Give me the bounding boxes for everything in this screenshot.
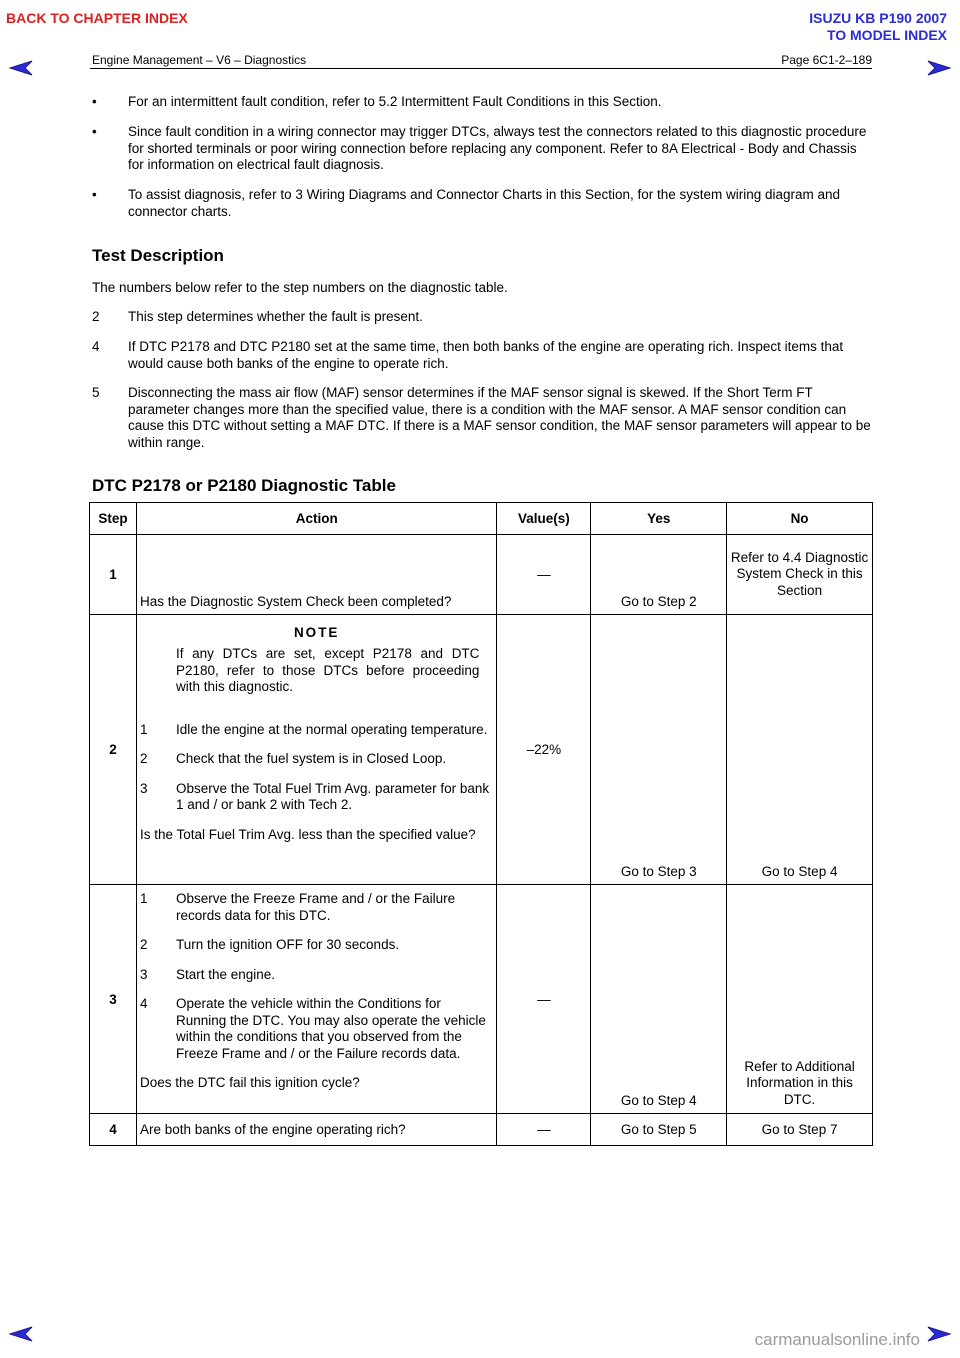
yes-cell: Go to Step 3 xyxy=(591,615,727,885)
bullet-dot: • xyxy=(92,94,97,109)
bullet-item xyxy=(92,187,872,220)
action-question: Does the DTC fail this ignition cycle? xyxy=(139,1075,360,1090)
list-num: 1 xyxy=(139,721,148,737)
col-no: No xyxy=(727,503,873,535)
col-action: Action xyxy=(136,503,496,535)
value-cell: — xyxy=(497,885,591,1114)
list-num: 2 xyxy=(139,751,148,766)
item-text: If DTC P2178 and DTC P2180 set at the same time, then both banks of the engine are operating rich. Inspect items that would cause both banks of the engine to operate rich. xyxy=(128,339,844,371)
list-text: Idle the engine at the normal operating temperature. xyxy=(175,721,488,737)
test-description-intro: The numbers below refer to the step numbers on the diagnostic table. xyxy=(92,280,508,295)
action-cell: Has the Diagnostic System Check been completed? xyxy=(136,535,496,615)
table-header-row xyxy=(90,503,873,535)
bullet-item xyxy=(92,94,872,111)
section-title: Engine Management – V6 – Diagnostics xyxy=(92,53,307,67)
step-number: 1 xyxy=(90,535,137,615)
list-item xyxy=(140,967,493,984)
table-row xyxy=(90,535,873,615)
to-model-index[interactable]: TO MODEL INDEX xyxy=(826,27,947,43)
yes-cell: Go to Step 4 xyxy=(591,885,727,1114)
action-cell: Are both banks of the engine operating rich? xyxy=(136,1114,496,1146)
item-number: 2 xyxy=(92,309,100,324)
list-text: Operate the vehicle within the Conditions for Running the DTC. You may also operate the vehicle within the conditions that you observed from the Freeze Frame and / or the Failure records data. xyxy=(175,996,486,1061)
col-step: Step xyxy=(90,503,137,535)
no-cell: Refer to 4.4 Diagnostic System Check in this Section xyxy=(727,535,873,615)
col-values: Value(s) xyxy=(497,503,591,535)
list-text: Observe the Total Fuel Trim Avg. parameter for bank 1 and / or bank 2 with Tech 2. xyxy=(175,780,490,812)
action-question: Is the Total Fuel Trim Avg. less than the specified value? xyxy=(139,826,476,842)
no-cell: Go to Step 4 xyxy=(727,615,873,885)
list-item xyxy=(140,996,493,1062)
item-number: 5 xyxy=(92,385,100,400)
no-cell: Go to Step 7 xyxy=(727,1114,873,1146)
list-text: Turn the ignition OFF for 30 seconds. xyxy=(175,937,400,952)
prev-page-arrow-icon[interactable] xyxy=(8,1324,34,1344)
note-heading: NOTE xyxy=(293,625,340,640)
test-description-heading: Test Description xyxy=(92,246,224,265)
test-description-item xyxy=(92,339,872,372)
prev-page-arrow-icon[interactable] xyxy=(8,58,34,78)
list-num: 4 xyxy=(139,996,148,1011)
value-cell: –22% xyxy=(497,615,591,885)
list-item xyxy=(140,891,493,924)
list-num: 2 xyxy=(139,937,148,952)
list-num: 1 xyxy=(139,891,148,906)
action-cell xyxy=(136,615,496,885)
list-item xyxy=(140,781,493,814)
list-text: Start the engine. xyxy=(175,966,276,982)
bullet-dot: • xyxy=(92,187,97,202)
step-number: 3 xyxy=(90,885,137,1114)
list-item xyxy=(140,751,493,768)
item-text: This step determines whether the fault is present. xyxy=(128,309,423,324)
next-page-arrow-icon[interactable] xyxy=(926,58,952,78)
item-text: Disconnecting the mass air flow (MAF) sensor determines if the MAF sensor signal is skewed. If the Short Term FT parameter changes more than the specified value, there is a condition with the MAF sensor. A MAF sensor condition can cause this DTC without setting a MAF DTC. If there is a MAF sensor condition, the MAF sensor parameters will appear to be within range. xyxy=(128,385,871,450)
model-index-link[interactable] xyxy=(809,10,947,44)
item-number: 4 xyxy=(92,339,100,354)
list-item xyxy=(140,937,493,954)
yes-cell: Go to Step 2 xyxy=(591,535,727,615)
list-item xyxy=(140,722,493,739)
col-yes: Yes xyxy=(591,503,727,535)
table-row xyxy=(90,615,873,885)
action-steps xyxy=(140,722,493,814)
note-body: If any DTCs are set, except P2178 and DTC P2180, refer to those DTCs before proceeding with this diagnostic. xyxy=(175,646,480,694)
page-number: Page 6C1-2–189 xyxy=(781,53,872,67)
test-description-item xyxy=(92,385,872,451)
diagnostic-table xyxy=(89,502,873,1146)
action-cell xyxy=(136,885,496,1114)
list-num: 3 xyxy=(139,966,148,982)
model-title[interactable]: ISUZU KB P190 2007 xyxy=(809,10,947,26)
value-cell: — xyxy=(497,1114,591,1146)
back-to-chapter-index-link[interactable]: BACK TO CHAPTER INDEX xyxy=(6,10,188,26)
test-description-item xyxy=(92,309,872,326)
bullet-text: To assist diagnosis, refer to 3 Wiring Diagrams and Connector Charts in this Section, for the system wiring diagram and connector charts. xyxy=(128,187,841,219)
table-row xyxy=(90,1114,873,1146)
no-cell: Refer to Additional Information in this DTC. xyxy=(727,885,873,1114)
bullet-item xyxy=(92,124,872,174)
value-cell: — xyxy=(497,535,591,615)
action-steps xyxy=(140,891,493,1062)
bullet-dot: • xyxy=(92,124,97,139)
table-row xyxy=(90,885,873,1114)
yes-cell: Go to Step 5 xyxy=(591,1114,727,1146)
header-rule xyxy=(90,68,872,69)
list-num: 3 xyxy=(139,780,148,796)
next-page-arrow-icon[interactable] xyxy=(926,1324,952,1344)
bullet-text: For an intermittent fault condition, refer to 5.2 Intermittent Fault Conditions in this Section. xyxy=(128,94,662,109)
step-number: 4 xyxy=(90,1114,137,1146)
diagnostic-table-heading: DTC P2178 or P2180 Diagnostic Table xyxy=(92,476,396,495)
watermark: carmanualsonline.info xyxy=(754,1330,920,1349)
list-text: Check that the fuel system is in Closed Loop. xyxy=(175,751,447,766)
step-number: 2 xyxy=(90,615,137,885)
bullet-text: Since fault condition in a wiring connector may trigger DTCs, always test the connectors related to this diagnostic procedure for shorted terminals or poor wiring connection before replacing any component. Refer to 8A Electrical - Body and Chassis for information on electrical fault diagnosis. xyxy=(128,124,867,172)
list-text: Observe the Freeze Frame and / or the Failure records data for this DTC. xyxy=(175,891,456,923)
